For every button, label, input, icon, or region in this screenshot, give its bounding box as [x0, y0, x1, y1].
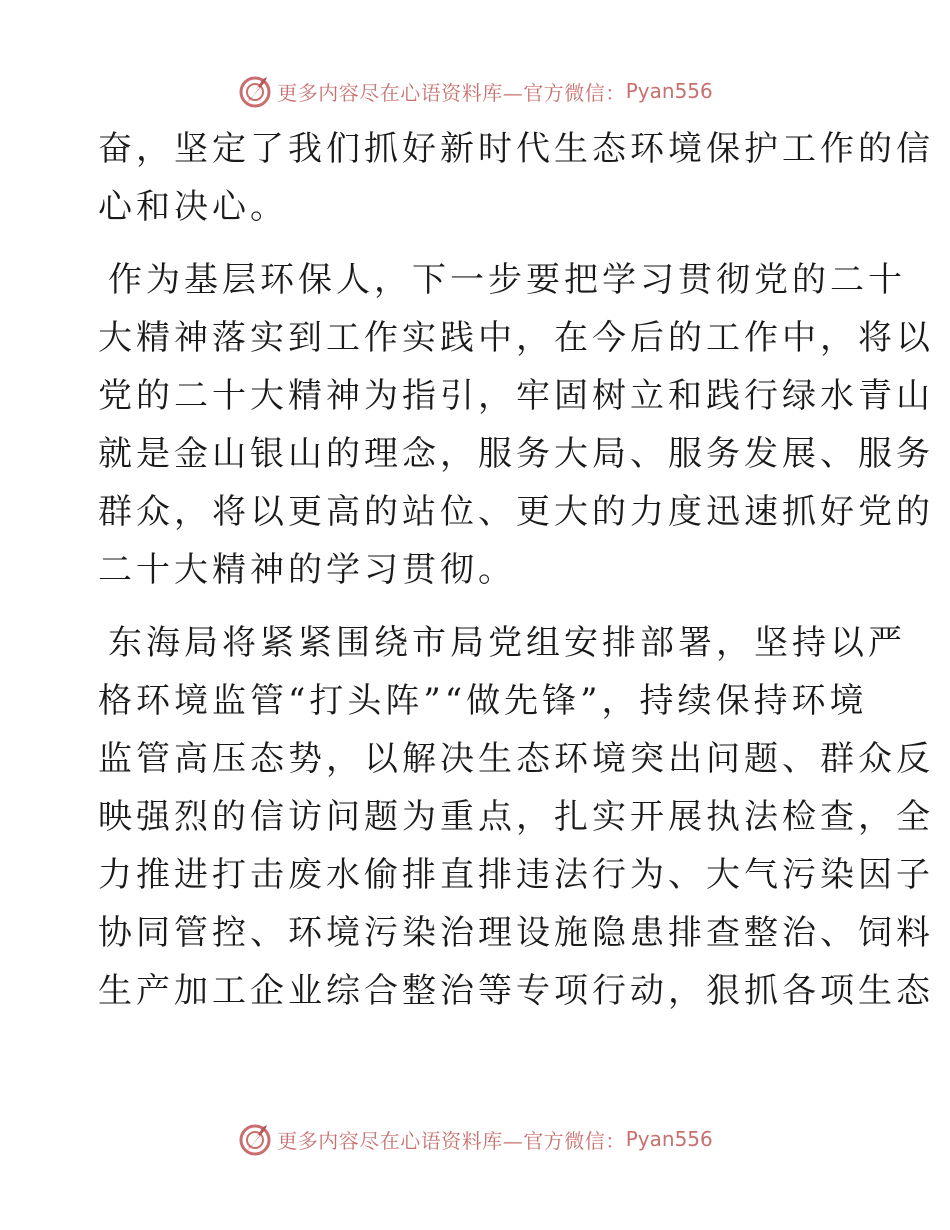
paragraph	[98, 251, 934, 599]
quill-logo-icon	[237, 73, 273, 109]
watermark-text: 更多内容尽在心语资料库—官方微信：	[277, 80, 626, 105]
quill-logo-icon	[237, 1121, 273, 1157]
watermark-header	[0, 71, 950, 111]
text-line: 党的二十大精神为指引，牢固树立和践行绿水青山	[98, 376, 934, 416]
watermark-footer	[0, 1119, 950, 1159]
text-line: 映强烈的信访问题为重点，扎实开展执法检查，全	[98, 797, 934, 837]
text-line: 就是金山银山的理念，服务大局、服务发展、服务	[98, 434, 934, 474]
text-line: 奋，坚定了我们抓好新时代生态环境保护工作的信	[98, 129, 934, 169]
text-line: 大精神落实到工作实践中，在今后的工作中，将以	[98, 318, 934, 358]
paragraph	[98, 614, 934, 1020]
text-line: 生产加工企业综合整治等专项行动，狠抓各项生态	[98, 971, 934, 1011]
text-line: 群众，将以更高的站位、更大的力度迅速抓好党的	[98, 492, 934, 532]
text-line: 监管高压态势，以解决生态环境突出问题、群众反	[98, 739, 934, 779]
watermark-text: 更多内容尽在心语资料库—官方微信：	[277, 1128, 626, 1153]
document-body	[98, 120, 934, 1035]
text-line: 作为基层环保人，下一步要把学习贯彻党的二十	[108, 260, 906, 300]
watermark-wechat-id: Pyan556	[625, 79, 713, 103]
paragraph	[98, 120, 934, 236]
text-line: 心和决心。	[98, 187, 288, 227]
text-line: 格环境监管“打头阵”“做先锋”，持续保持环境	[98, 681, 868, 721]
text-line: 力推进打击废水偷排直排违法行为、大气污染因子	[98, 855, 934, 895]
text-line: 协同管控、环境污染治理设施隐患排查整治、饲料	[98, 913, 934, 953]
text-line: 东海局将紧紧围绕市局党组安排部署，坚持以严	[108, 623, 906, 663]
watermark-wechat-id: Pyan556	[625, 1127, 713, 1151]
text-line: 二十大精神的学习贯彻。	[98, 550, 516, 590]
